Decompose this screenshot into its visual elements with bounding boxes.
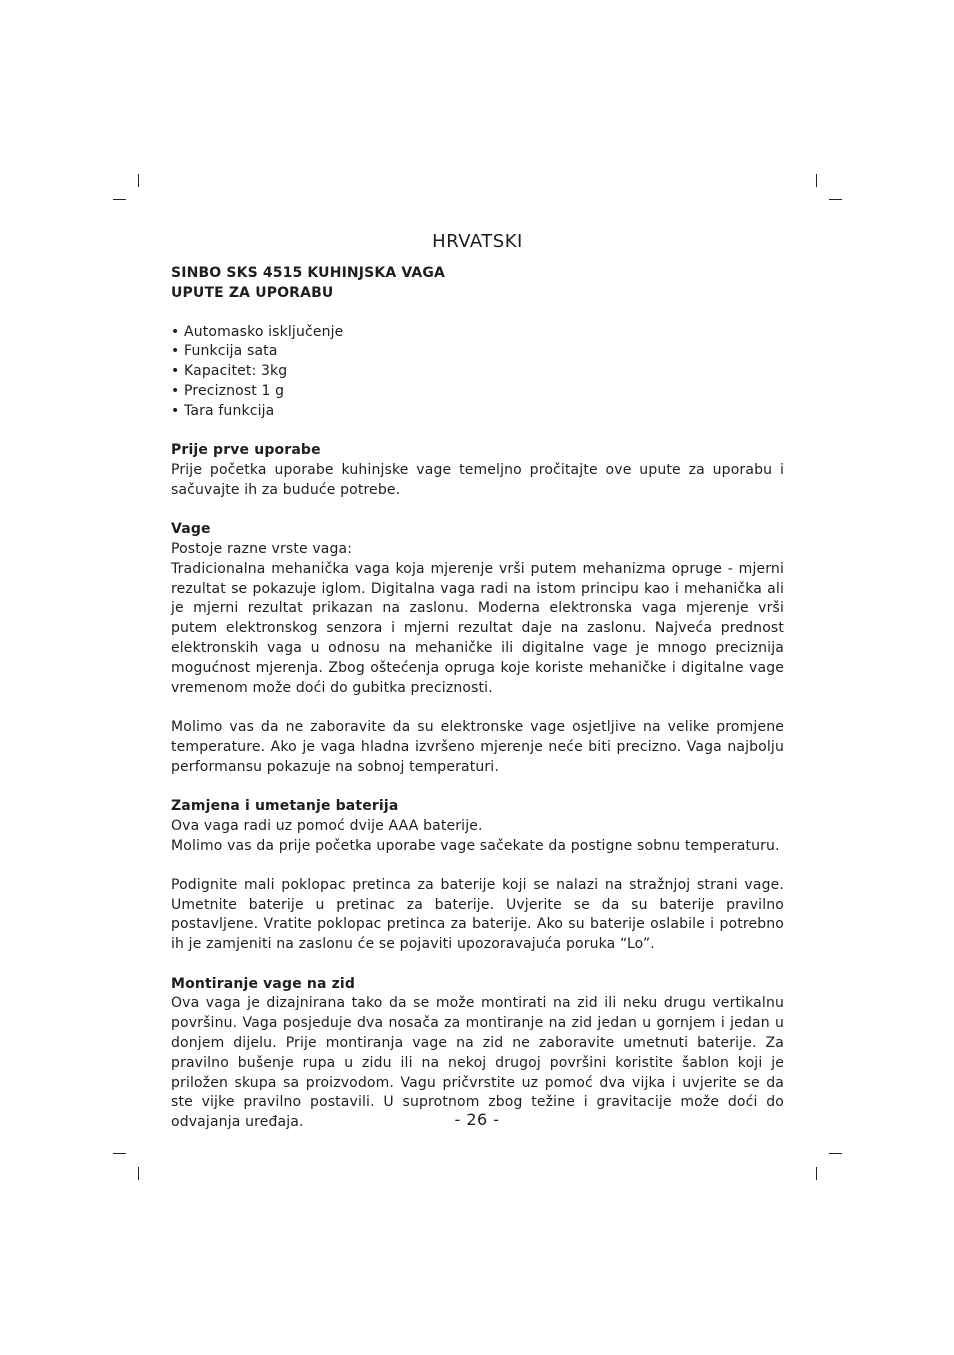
scales-paragraph-1: Tradicionalna mehanička vaga koja mjerenje vrši putem mehanizma opruge - mjerni rezultat se pokazuje iglom. Digitalna vaga radi na istom principu kao i mehanička ali je mjerni rezultat prikazan na zaslonu. Moderna elektronska vaga mjerenje vrši putem elektronskog senzora i mjerni rezultat daje na zaslonu. Najveća prednost elektronskih vaga u odnosu na mehaničke ili digitalne vage je mnogo preciznija mogućnost mjerenja. Zbog oštećenja opruga koje koriste mehaničke i digitalne vage vremenom može doći do gubitka preciznosti.	[171, 560, 784, 696]
spacer	[171, 422, 784, 442]
section-heading-batteries: Zamjena i umetanje baterija	[171, 797, 399, 814]
crop-mark-top-right-horizontal	[829, 199, 842, 200]
batteries-paragraph: Podignite mali poklopac pretinca za baterije koji se nalazi na stražnjoj strani vage. Umetnite baterije u pretinac za baterije. Uvjerite se da su baterije pravilno postavljene. Vratite poklopac pretinca za baterije. Ako su baterije oslabile i potrebno ih je zamjeniti na zaslonu će se pojaviti upozoravajuća poruka “Lo”.	[171, 876, 784, 953]
feature-list	[171, 323, 784, 422]
feature-item: • Funkcija sata	[171, 343, 278, 360]
section-heading-scales: Vage	[171, 521, 211, 538]
document-title-line2: UPUTE ZA UPORABU	[171, 285, 334, 301]
feature-item: • Kapacitet: 3kg	[171, 363, 288, 380]
page-number: - 26 -	[454, 1110, 500, 1129]
feature-item: • Tara funkcija	[171, 402, 275, 419]
feature-item: • Preciznost 1 g	[171, 382, 285, 399]
section-heading-wall-mount: Montiranje vage na zid	[171, 975, 356, 992]
section-heading-before-use: Prije prve uporabe	[171, 442, 321, 459]
spacer	[171, 501, 784, 521]
batteries-line-2: Molimo vas da prije početka uporabe vage sačekate da postigne sobnu temperaturu.	[171, 837, 780, 854]
page-content	[171, 230, 784, 1133]
before-use-text: Prije početka uporabe kuhinjske vage temeljno pročitajte ove upute za uporabu i sačuvajte ih za buduće potrebe.	[171, 461, 784, 498]
crop-mark-top-right-vertical	[816, 174, 817, 187]
crop-mark-top-left-horizontal	[113, 199, 126, 200]
spacer	[171, 777, 784, 797]
spacer	[171, 856, 784, 876]
spacer	[171, 955, 784, 975]
wall-mount-text: Ova vaga je dizajnirana tako da se može montirati na zid ili neku drugu vertikalnu površinu. Vaga posjeduje dva nosača za montiranje na zid jedan u gornjem i jedan u donjem dijelu. Prije montiranja vage na zid ne zaboravite umetnuti baterije. Za pravilno bušenje rupa u zidu ili na nekoj drugoj površini koristite šablon koji je priložen skupa sa proizvodom. Vagu pričvrstite uz pomoć dva vijka i uvjerite se da ste vijke pravilno postavili. U suprotnom zbog težine i gravitacije može doći do odvajanja uređaja.	[171, 995, 784, 1131]
spacer	[171, 698, 784, 718]
crop-mark-bottom-left-vertical	[138, 1167, 139, 1180]
feature-item: • Automasko isključenje	[171, 323, 344, 340]
document-title-line1: SINBO SKS 4515 KUHINJSKA VAGA	[171, 265, 446, 281]
batteries-line-1: Ova vaga radi uz pomoć dvije AAA baterije.	[171, 817, 483, 834]
scales-intro: Postoje razne vrste vaga:	[171, 540, 353, 557]
scales-paragraph-2: Molimo vas da ne zaboravite da su elektronske vage osjetljive na velike promjene temperature. Ako je vaga hladna izvršeno mjerenje neće biti precizno. Vaga najbolju performansu pokazuje na sobnoj temperaturi.	[171, 718, 784, 775]
spacer	[171, 303, 784, 323]
crop-mark-bottom-left-horizontal	[113, 1153, 126, 1154]
crop-mark-top-left-vertical	[138, 174, 139, 187]
crop-mark-bottom-right-horizontal	[829, 1153, 842, 1154]
crop-mark-bottom-right-vertical	[816, 1167, 817, 1180]
language-title: HRVATSKI	[432, 231, 523, 252]
